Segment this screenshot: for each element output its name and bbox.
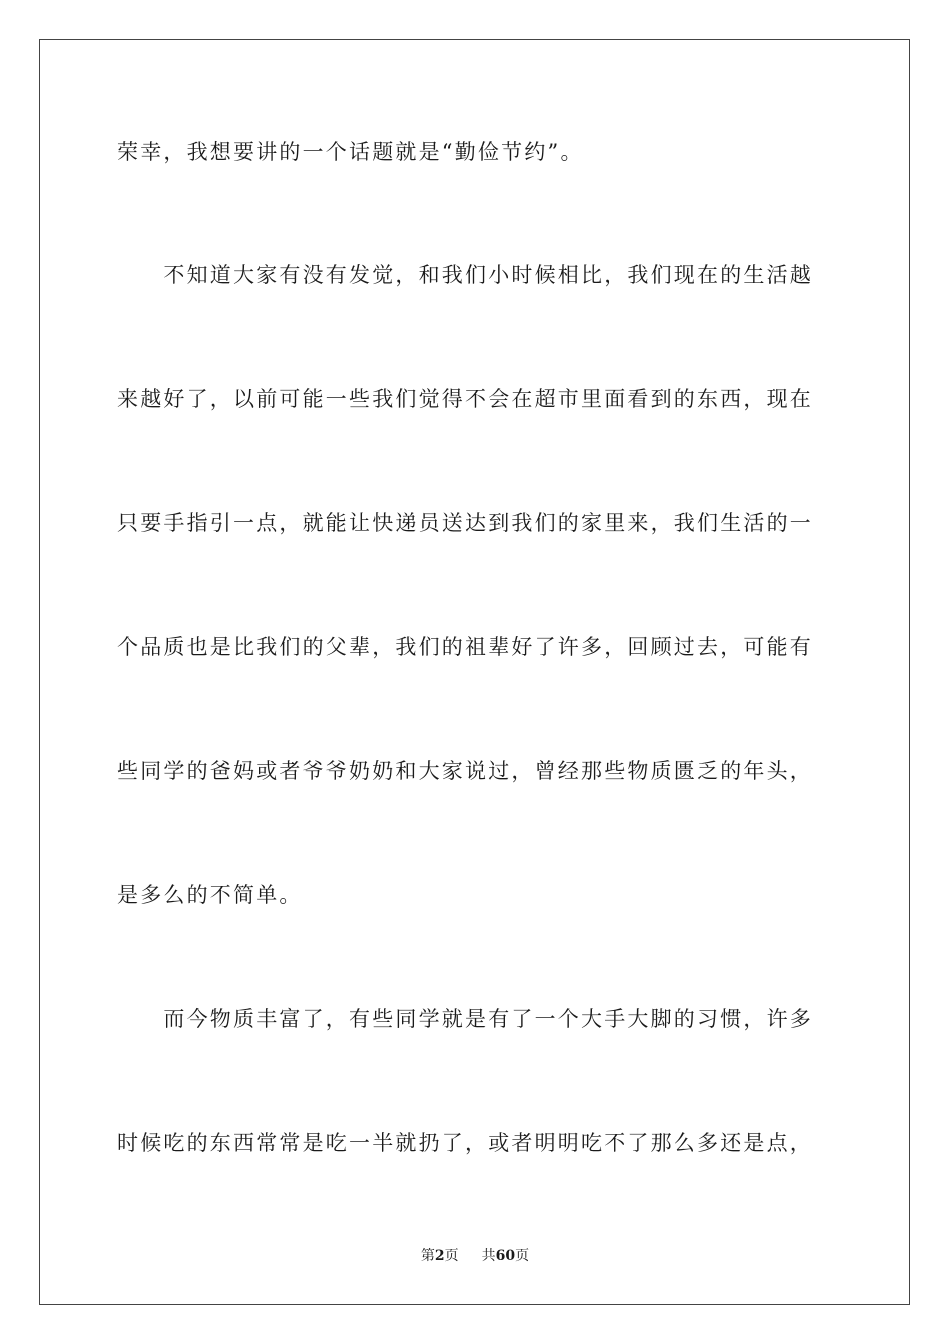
total-prefix: 共 [481, 1248, 496, 1264]
text-line: 来越好了，以前可能一些我们觉得不会在超市里面看到的东西，现在 [117, 387, 813, 411]
page-number: 2 [434, 1248, 445, 1264]
total-pages: 60 [495, 1248, 516, 1264]
total-suffix: 页 [515, 1248, 530, 1264]
text-line: 个品质也是比我们的父辈，我们的祖辈好了许多，回顾过去，可能有 [117, 635, 813, 659]
text-line: 只要手指引一点，就能让快递员送达到我们的家里来，我们生活的一 [117, 511, 813, 535]
page-prefix: 第 [420, 1248, 435, 1264]
text-line: 是多么的不简单。 [117, 883, 303, 907]
page-suffix: 页 [444, 1248, 459, 1264]
page-footer [0, 1247, 950, 1265]
text-line: 而今物质丰富了，有些同学就是有了一个大手大脚的习惯，许多 [117, 1007, 813, 1031]
text-line: 些同学的爸妈或者爷爷奶奶和大家说过，曾经那些物质匮乏的年头， [117, 759, 813, 783]
text-line: 荣幸，我想要讲的一个话题就是“勤俭节约”。 [117, 140, 584, 164]
page-border [39, 39, 910, 1305]
text-line: 时候吃的东西常常是吃一半就扔了，或者明明吃不了那么多还是点， [117, 1131, 813, 1155]
text-line: 不知道大家有没有发觉，和我们小时候相比，我们现在的生活越 [117, 263, 813, 287]
